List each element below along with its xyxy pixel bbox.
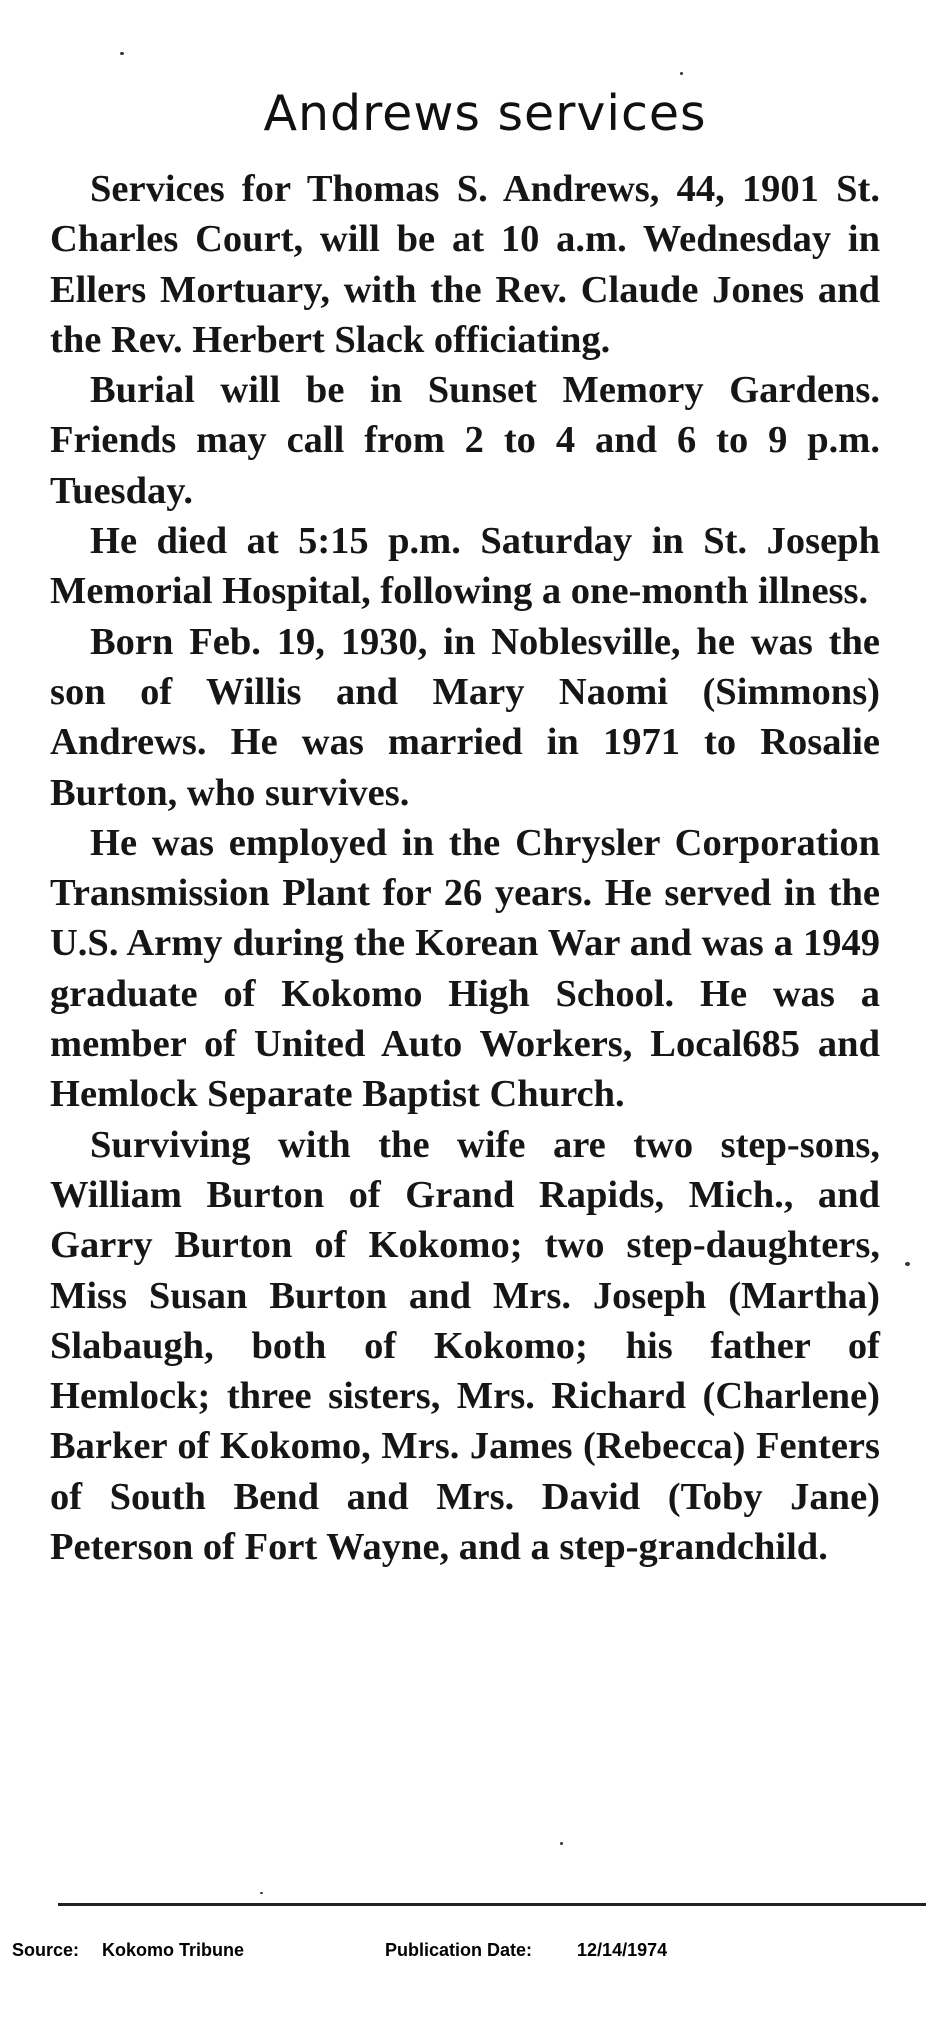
scan-speck	[680, 72, 683, 75]
paragraph-birth: Born Feb. 19, 1930, in Noblesville, he was the son of Willis and Mary Naomi (Simmons) Andrews. He was married in 1971 to Rosalie Burton, who survives.	[50, 620, 880, 814]
bottom-divider	[58, 1903, 926, 1906]
scan-speck	[905, 1262, 910, 1266]
article-headline: Andrews services	[263, 85, 707, 142]
source-value: Kokomo Tribune	[102, 1940, 245, 1960]
scan-speck	[260, 1892, 263, 1894]
footer-publication-date	[385, 1940, 667, 1961]
paragraph-burial: Burial will be in Sunset Memory Gardens. Friends may call from 2 to 4 and 6 to 9 p.m. Tuesday.	[50, 369, 880, 512]
paragraph-death: He died at 5:15 p.m. Saturday in St. Joseph Memorial Hospital, following a one-month illness.	[50, 520, 880, 613]
scan-speck	[560, 1842, 563, 1845]
scan-speck	[120, 52, 124, 55]
publication-date-value: 12/14/1974	[577, 1940, 668, 1960]
publication-date-label: Publication Date:	[385, 1940, 533, 1960]
source-label: Source:	[12, 1940, 80, 1960]
article-body	[50, 164, 880, 1572]
paragraph-career: He was employed in the Chrysler Corporation Transmission Plant for 26 years. He served in the U.S. Army during the Korean War and was a 1949 graduate of Kokomo High School. He was a member of United Auto Workers, Local685 and Hemlock Separate Baptist Church.	[50, 821, 880, 1116]
paragraph-survivors: Surviving with the wife are two step-sons, William Burton of Grand Rapids, Mich., and Garry Burton of Kokomo; two step-daughters, Miss Susan Burton and Mrs. Joseph (Martha) Slabaugh, both of Kokomo; his father of Hemlock; three sisters, Mrs. Richard (Charlene) Barker of Kokomo, Mrs. James (Rebecca) Fenters of South Bend and Mrs. David (Toby Jane) Peterson of Fort Wayne, and a step-grandchild.	[50, 1123, 880, 1569]
paragraph-services: Services for Thomas S. Andrews, 44, 1901 St. Charles Court, will be at 10 a.m. Wednesday in Ellers Mortuary, with the Rev. Claude Jones and the Rev. Herbert Slack officiating.	[50, 168, 880, 361]
footer-source	[12, 1940, 244, 1961]
newspaper-clipping	[50, 60, 880, 1572]
